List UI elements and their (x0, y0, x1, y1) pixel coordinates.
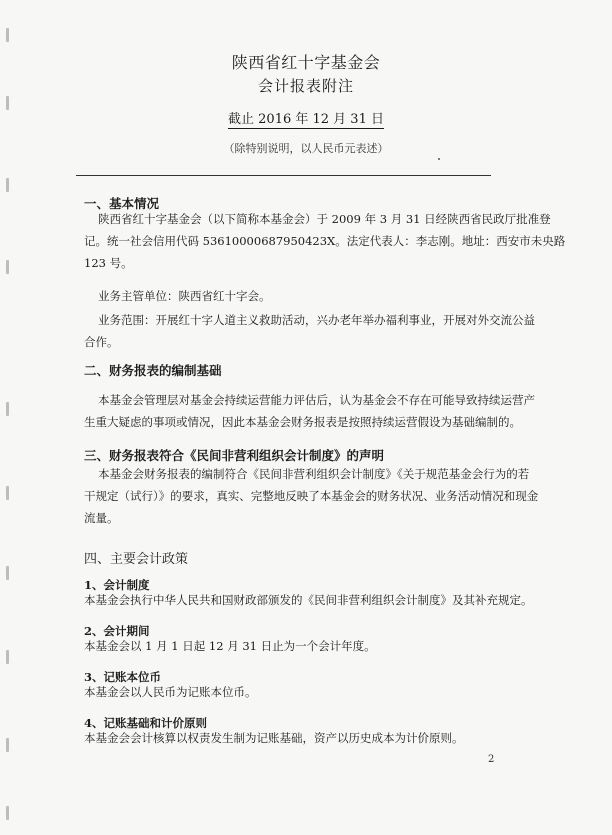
section-heading-basic-info: 一、基本情况 (84, 196, 160, 211)
policy-text-accounting-period (84, 635, 504, 657)
binding-hole (6, 402, 9, 416)
section-heading-prep-basis: 二、财务报表的编制基础 (84, 363, 222, 378)
text-line: 123 号。 (84, 256, 133, 270)
section1-paragraph-1 (84, 208, 566, 274)
binding-hole (6, 738, 9, 752)
org-name: 陕西省红十字基金会 (231, 53, 381, 72)
binding-hole (6, 806, 9, 820)
binding-hole (6, 650, 9, 664)
text-line: 本基金会执行中华人民共和国财政部颁发的《民间非营利组织会计制度》及其补充规定。 (84, 593, 533, 607)
page-number: 2 (488, 754, 495, 765)
text-line: 业务主管单位：陕西省红十字会。 (98, 289, 271, 303)
policy-title-accounting-basis: 4、记账基础和计价原则 (84, 716, 208, 730)
section2-paragraph-1 (84, 389, 535, 433)
text-line: 合作。 (84, 335, 119, 349)
text-line: 流量。 (84, 511, 119, 525)
text-line: 本基金会财务报表的编制符合《民间非营利组织会计制度》《关于规范基金会行为的若 (98, 467, 530, 481)
policy-text-functional-currency (84, 681, 504, 703)
section-heading-compliance: 三、财务报表符合《民间非营利组织会计制度》的声明 (84, 448, 385, 463)
as-of-date (0, 108, 612, 127)
text-line: 本基金会会计核算以权责发生制为记账基础，资产以历史成本为计价原则。 (84, 731, 464, 745)
binding-hole (6, 486, 9, 500)
text-line: 陕西省红十字基金会（以下简称本基金会）于 2009 年 3 月 31 日经陕西省民政厅批准登 (98, 212, 551, 226)
policy-title-accounting-period: 2、会计期间 (84, 624, 150, 638)
section3-paragraph-1 (84, 463, 539, 529)
text-line: 记。统一社会信用代码 53610000687950423X。法定代表人：李志刚。地址：西安市未央路 (84, 234, 566, 248)
doc-title: 会计报表附注 (257, 77, 354, 95)
text-line: 本基金会以 1 月 1 日起 12 月 31 日止为一个会计年度。 (84, 639, 376, 653)
policy-title-accounting-system: 1、会计制度 (84, 578, 150, 592)
as-of-date-text: 截止 2016 年 12 月 31 日 (228, 112, 384, 127)
scan-speck (438, 158, 440, 160)
currency-note: （除特别说明，以人民币元表述） (223, 142, 389, 155)
binding-hole (6, 566, 9, 580)
text-line: 本基金会管理层对基金会持续运营能力评估后，认为基金会不存在可能导致持续运营产 (98, 393, 535, 407)
section1-paragraph-3 (84, 309, 535, 353)
text-line: 干规定（试行）》的要求，真实、完整地反映了本基金会的财务状况、业务活动情况和现金 (84, 489, 539, 503)
binding-hole (6, 260, 9, 274)
policy-text-accounting-basis (84, 727, 504, 749)
binding-hole (6, 178, 9, 192)
section1-paragraph-2 (84, 285, 504, 307)
text-line: 业务范围：开展红十字人道主义救助活动，兴办老年举办福利事业，开展对外交流公益 (98, 313, 535, 327)
policy-title-functional-currency: 3、记账本位币 (84, 670, 162, 684)
text-line: 生重大疑虑的事项或情况，因此本基金会财务报表是按照持续运营假设为基础编制的。 (84, 415, 521, 429)
policy-text-accounting-system (84, 589, 533, 611)
binding-hole (6, 28, 9, 42)
text-line: 本基金会以人民币为记账本位币。 (84, 685, 257, 699)
header-divider (76, 175, 491, 176)
section-heading-accounting-policies: 四、主要会计政策 (84, 552, 189, 567)
